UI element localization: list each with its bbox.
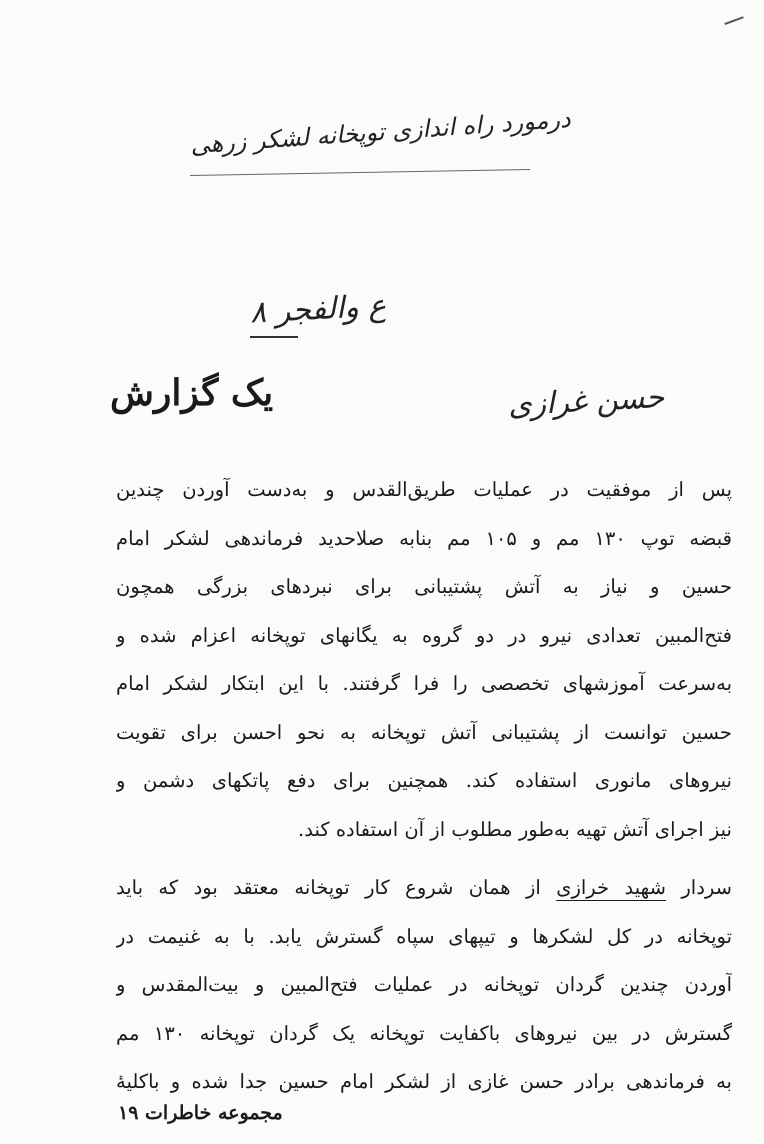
operation-note: ع والفجر ۸ <box>249 288 387 331</box>
body-line: گسترش در بین نیروهای باکفایت توپخانه یک گردان توپخانه ۱۳۰ مم <box>116 1021 732 1045</box>
body-line: نیروهای مانوری استفاده کند. همچنین برای دفع پاتکهای دشمن و <box>116 769 732 792</box>
author-handwritten: حسن غرازی <box>507 379 666 424</box>
text-run: سردار <box>665 876 732 899</box>
body-line: نیز اجرای آتش تهیه به‌طور مطلوب از آن استفاده کند. <box>298 817 732 841</box>
body-line: آوردن چندین گردان توپخانه در عملیات فتح‌المبین و بیت‌المقدس و <box>116 973 732 996</box>
body-text <box>116 466 732 1107</box>
page-footer: مجموعه خاطرات ۱۹ <box>118 1102 283 1124</box>
body-line: حسین توانست از پشتیبانی آتش توپخانه به نحو احسن برای تقویت <box>116 720 732 744</box>
body-line: قبضه توپ ۱۳۰ مم و ۱۰۵ مم بنابه صلاحدید فرماندهی لشکر امام <box>116 526 732 550</box>
body-line: به‌سرعت آموزشهای تخصصی را فرا گرفتند. با این ابتکار لشکر امام <box>116 672 732 695</box>
body-line <box>116 864 732 913</box>
handwritten-note: درمورد راه اندازی توپخانه لشکر زرهی <box>189 104 572 160</box>
page-title: یک گزارش <box>110 372 274 414</box>
body-line: به فرماندهی برادر حسن غازی از لشکر امام حسین جدا شده و باکلیهٔ <box>116 1070 732 1093</box>
body-line: توپخانه در کل لشکرها و تیپهای سپاه گسترش یابد. با به غنیمت در <box>116 924 732 948</box>
body-line: پس از موفقیت در عملیات طریق‌القدس و به‌دست آوردن چندین <box>116 478 732 501</box>
handwritten-note-underline <box>190 169 530 176</box>
operation-note-underline <box>250 336 298 338</box>
text-run: از همان شروع کار توپخانه معتقد بود که باید <box>116 876 557 899</box>
body-line: فتح‌المبین تعدادی نیرو در دو گروه به یگانهای توپخانه اعزام شده و <box>116 623 732 647</box>
corner-pen-mark <box>720 5 744 25</box>
body-line: حسین و نیاز به آتش پشتیبانی برای نبردهای بزرگی همچون <box>116 575 732 598</box>
underlined-name: شهید خرازی <box>556 876 666 899</box>
